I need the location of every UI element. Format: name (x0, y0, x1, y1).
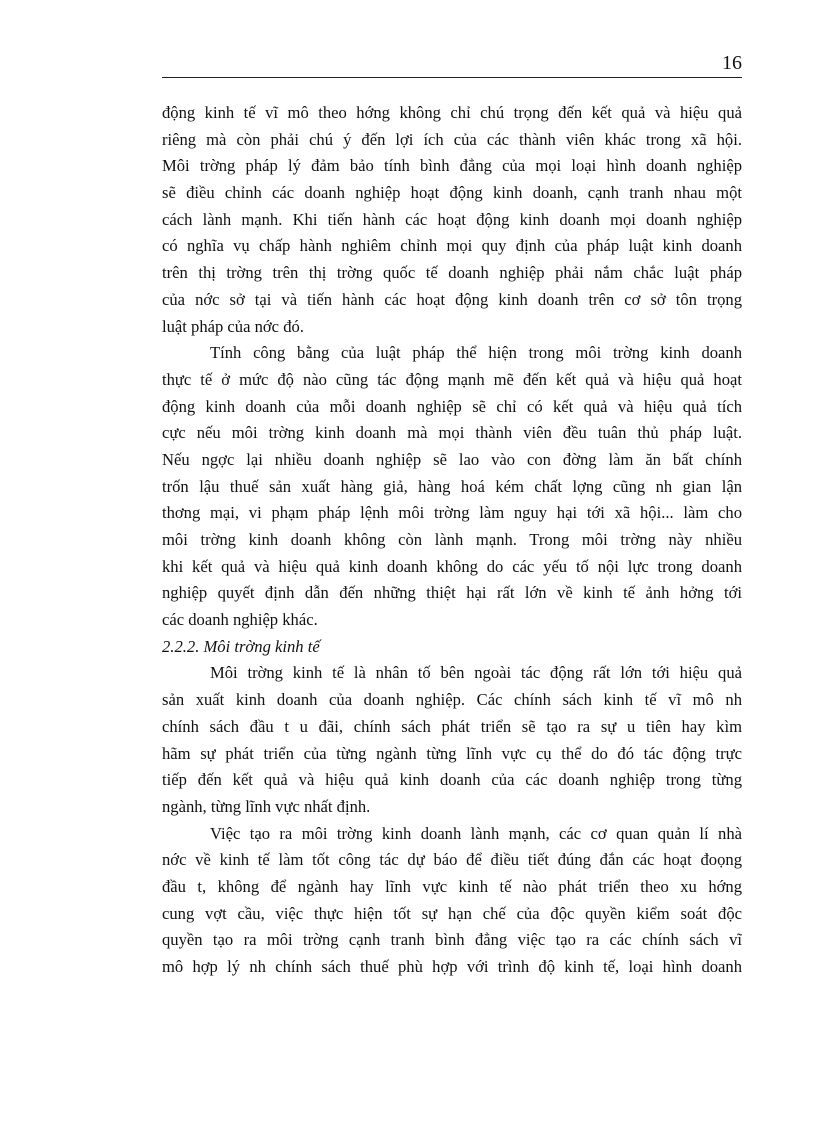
page-number: 16 (722, 52, 742, 74)
text-line: cung vợt cầu, việc thực hiện tốt sự hạn chế của độc quyền kiểm soát độc (162, 903, 742, 923)
text-line: luật pháp của nớc đó. (162, 316, 304, 336)
body-text (162, 100, 742, 981)
text-line: sản xuất kinh doanh của doanh nghiệp. Các chính sách kinh tế vĩ mô nh (162, 690, 742, 710)
text-line: quyền tạo ra môi trờng cạnh tranh bình đẳng việc tạo ra các chính sách vĩ (162, 930, 742, 950)
header-rule (162, 77, 742, 78)
text-line: môi trờng kinh doanh không còn lành mạnh. Trong môi trờng này nhiều (162, 530, 742, 549)
text-line: đầu t, không để ngành hay lĩnh vực kinh tế nào phát triển theo xu hớng (162, 876, 742, 896)
text-line: Môi trờng pháp lý đảm bảo tính bình đẳng của mọi loại hình doanh nghiệp (162, 156, 742, 176)
text-line: động kinh tế vĩ mô theo hớng không chỉ chú trọng đến kết quả và hiệu quả (162, 103, 742, 122)
paragraph-first-line: Tính công bằng của luật pháp thể hiện trong môi trờng kinh doanh (210, 343, 742, 363)
text-line: chính sách đầu t u đãi, chính sách phát triển sẽ tạo ra sự u tiên hay kìm (162, 716, 742, 736)
paragraph-first-line: Việc tạo ra môi trờng kinh doanh lành mạnh, các cơ quan quản lí nhà (210, 823, 742, 843)
section-heading: 2.2.2. Môi trờng kinh tế (162, 636, 320, 656)
text-line: khi kết quả và hiệu quả kinh doanh không do các yếu tố nội lực trong doanh (162, 556, 742, 576)
text-line: của nớc sở tại và tiến hành các hoạt động kinh doanh trên cơ sở tôn trọng (162, 289, 742, 309)
text-line: sẽ điều chỉnh các doanh nghiệp hoạt động kinh doanh, cạnh tranh nhau một (162, 183, 742, 203)
text-line: thực tế ở mức độ nào cũng tác động mạnh mẽ đến kết quả và hiệu quả hoạt (162, 369, 742, 389)
text-line: các doanh nghiệp khác. (162, 610, 318, 630)
paragraph-first-line: Môi trờng kinh tế là nhân tố bên ngoài tác động rất lớn tới hiệu quả (210, 663, 742, 683)
text-line: cách lành mạnh. Khi tiến hành các hoạt động kinh doanh mọi doanh nghiệp (162, 209, 742, 229)
text-line: nghiệp quyết định dẫn đến những thiệt hại rất lớn về kinh tế ảnh hởng tới (162, 583, 742, 603)
text-line: ngành, từng lĩnh vực nhất định. (162, 796, 371, 816)
text-line: mô hợp lý nh chính sách thuế phù hợp với trình độ kinh tế, loại hình doanh (162, 957, 742, 976)
text-line: trên thị trờng trên thị trờng quốc tế doanh nghiệp phải nắm chắc luật pháp (162, 263, 742, 283)
text-line: cực nếu môi trờng kinh doanh mà mọi thành viên đều tuân thủ pháp luật. (162, 423, 742, 443)
text-line: tiếp đến kết quả và hiệu quả kinh doanh của các doanh nghiệp trong từng (162, 770, 742, 790)
text-line: hãm sự phát triển của từng ngành từng lĩnh vực cụ thể do đó tác động trực (162, 743, 742, 763)
text-line: thơng mại, vi phạm pháp lệnh môi trờng làm nguy hại tới xã hội... làm cho (162, 503, 742, 523)
text-line: trốn lậu thuế sản xuất hàng giả, hàng hoá kém chất lợng cũng nh gian lận (162, 476, 742, 496)
text-line: nớc về kinh tế làm tốt công tác dự báo để điều tiết đúng đắn các hoạt đoọng (162, 850, 742, 870)
text-line: Nếu ngợc lại nhiều doanh nghiệp sẽ lao vào con đờng làm ăn bất chính (162, 449, 742, 469)
text-line: riêng mà còn phải chú ý đến lợi ích của các thành viên khác trong xã hội. (162, 129, 742, 149)
text-line: có nghĩa vụ chấp hành nghiêm chỉnh mọi quy định của pháp luật kinh doanh (162, 236, 742, 256)
text-line: động kinh doanh của mỗi doanh nghiệp sẽ chỉ có kết quả và hiệu quả tích (162, 396, 742, 416)
